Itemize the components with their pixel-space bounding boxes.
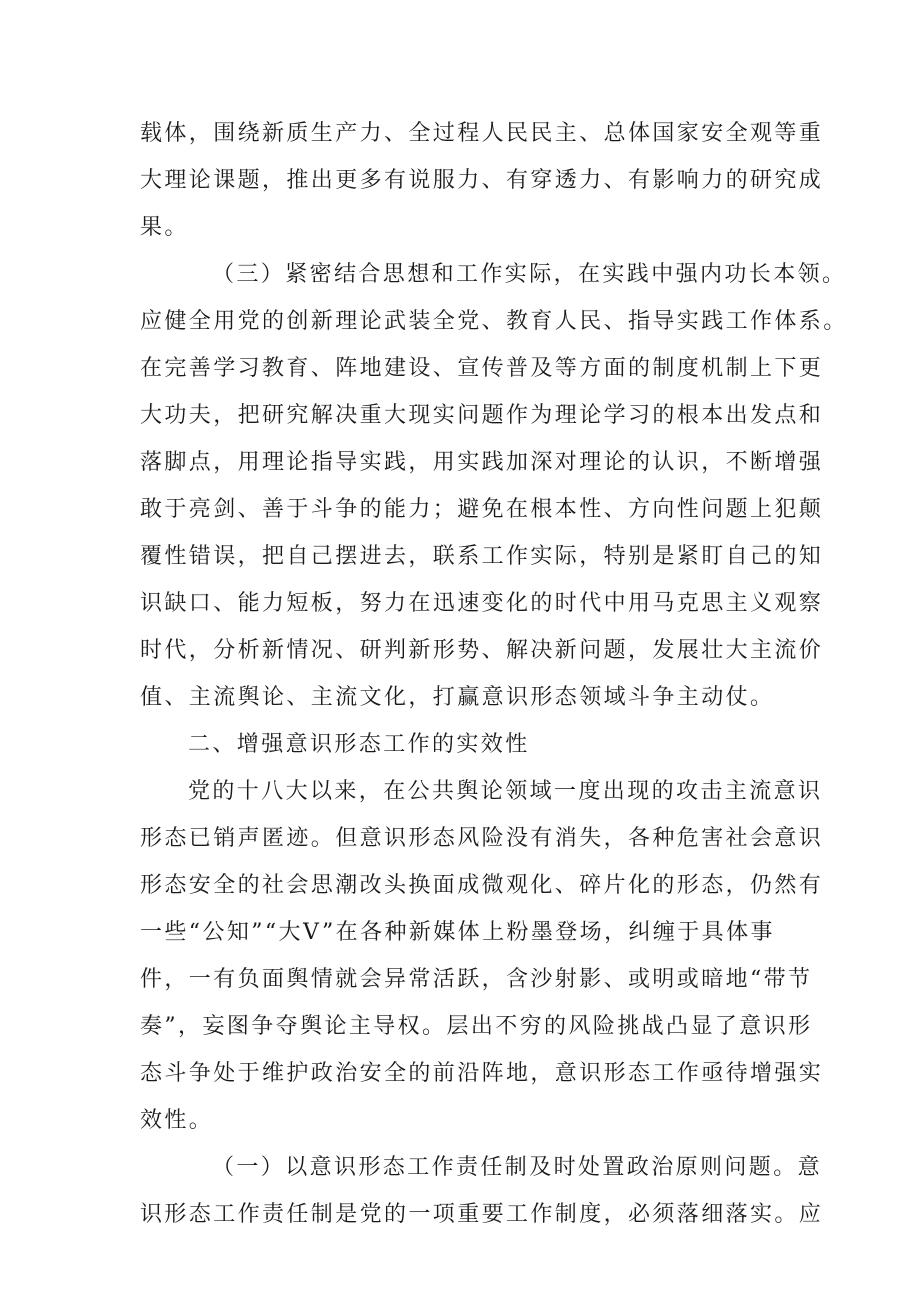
paragraph-line: 应健全用党的创新理论武装全党、教育人民、指导实践工作体系。 xyxy=(140,309,848,334)
paragraph-line: 一些“公知”“大V”在各种新媒体上粉墨登场，纠缠于具体事 xyxy=(140,920,775,945)
subsection-heading-line: （三）紧密结合思想和工作实际，在实践中强内功长本领。 xyxy=(212,262,847,287)
paragraph-line: 形态安全的社会思潮改头换面成微观化、碎片化的形态，仍然有 xyxy=(140,873,824,898)
paragraph-line: 值、主流舆论、主流文化，打赢意识形态领域斗争主动仗。 xyxy=(140,685,775,710)
paragraph-line: 在完善学习教育、阵地建设、宣传普及等方面的制度机制上下更 xyxy=(140,356,824,381)
paragraph-line: 奏”，妄图争夺舆论主导权。层出不穷的风险挑战凸显了意识形 xyxy=(140,1014,813,1039)
paragraph-line: 敢于亮剑、善于斗争的能力；避免在根本性、方向性问题上犯颠 xyxy=(140,497,824,522)
document-body xyxy=(140,110,848,1238)
paragraph-line: 件，一有负面舆情就会异常活跃，含沙射影、或明或暗地“带节 xyxy=(140,967,813,992)
paragraph-line: 识形态工作责任制是党的一项重要工作制度，必须落细落实。应 xyxy=(140,1202,824,1227)
paragraph-line: 载体，围绕新质生产力、全过程人民民主、总体国家安全观等重 xyxy=(140,121,824,146)
subsection-heading-line: （一）以意识形态工作责任制及时处置政治原则问题。意 xyxy=(212,1155,823,1180)
paragraph-line: 识缺口、能力短板，努力在迅速变化的时代中用马克思主义观察 xyxy=(140,591,824,616)
paragraph-line: 态斗争处于维护政治安全的前沿阵地，意识形态工作亟待增强实 xyxy=(140,1061,824,1086)
paragraph-line: 落脚点，用理论指导实践，用实践加深对理论的认识，不断增强 xyxy=(140,450,824,475)
paragraph-line: 大功夫，把研究解决重大现实问题作为理论学习的根本出发点和 xyxy=(140,403,824,428)
paragraph-line: 效性。 xyxy=(140,1108,214,1133)
paragraph-line: 形态已销声匿迹。但意识形态风险没有消失，各种危害社会意识 xyxy=(140,826,824,851)
paragraph-line: 果。 xyxy=(140,215,189,240)
paragraph-line: 党的十八大以来，在公共舆论领域一度出现的攻击主流意识 xyxy=(188,779,823,804)
paragraph-line: 时代，分析新情况、研判新形势、解决新问题，发展壮大主流价 xyxy=(140,638,824,663)
paragraph-line: 覆性错误，把自己摆进去，联系工作实际，特别是紧盯自己的知 xyxy=(140,544,824,569)
section-heading: 二、增强意识形态工作的实效性 xyxy=(188,732,530,757)
paragraph-line: 大理论课题，推出更多有说服力、有穿透力、有影响力的研究成 xyxy=(140,168,824,193)
